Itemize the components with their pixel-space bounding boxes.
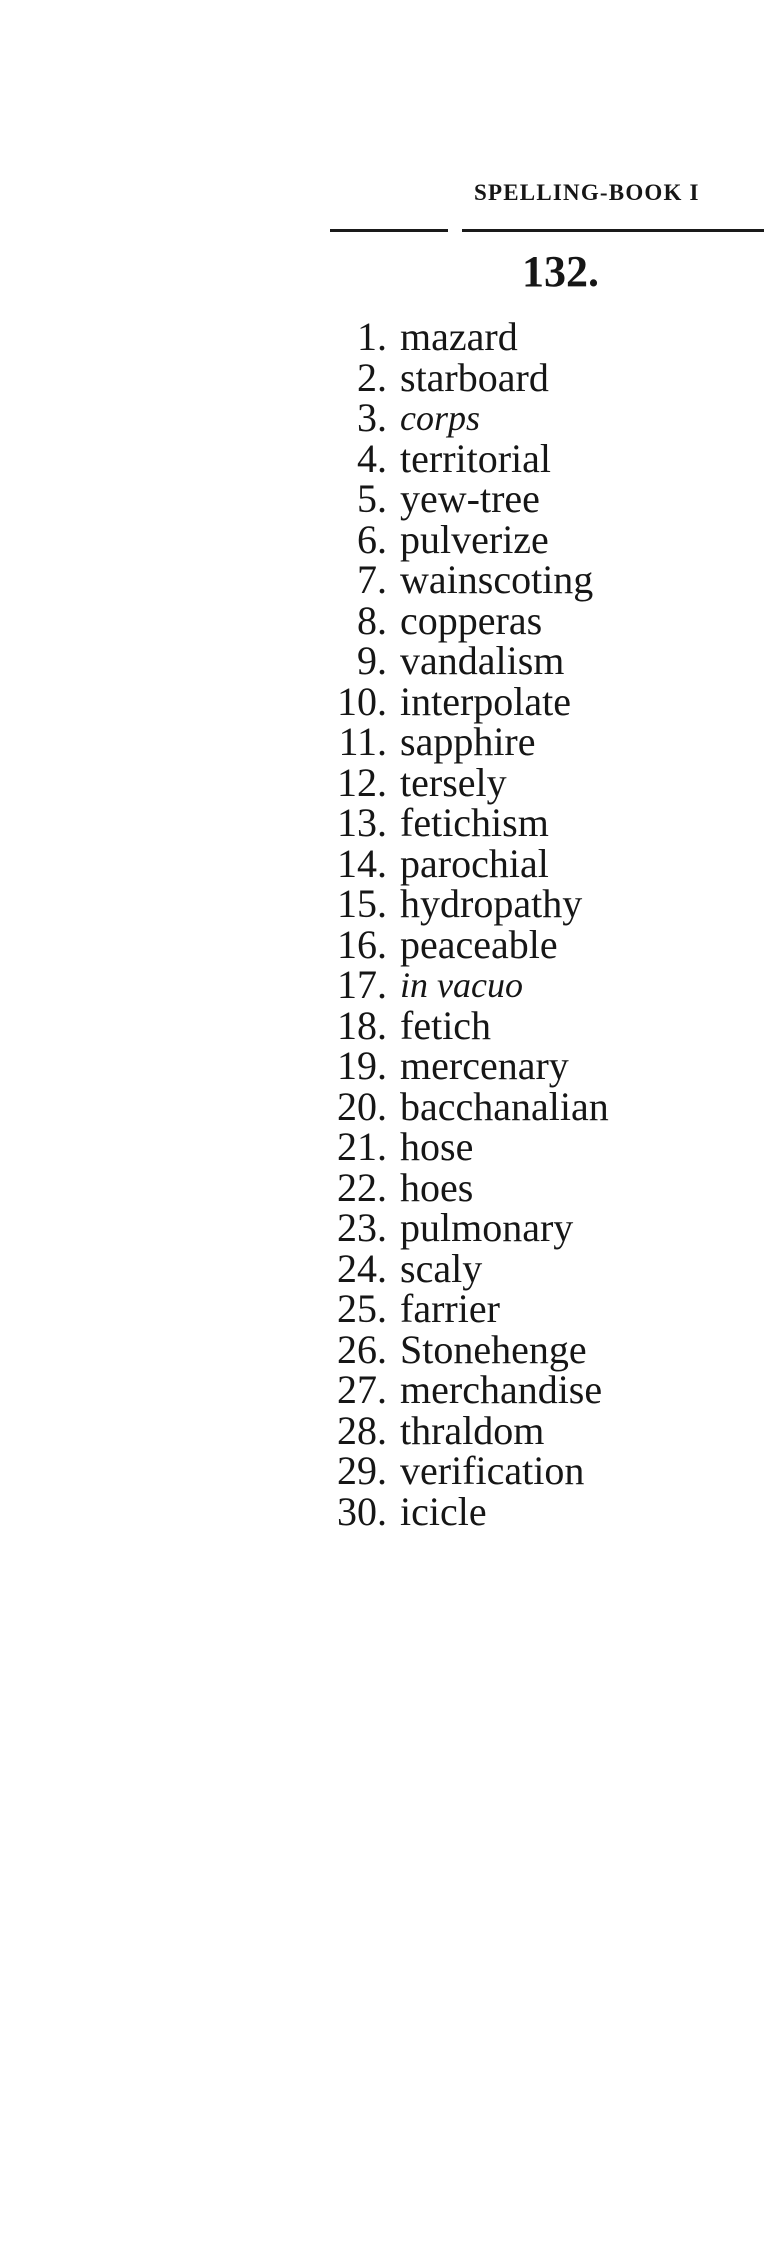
spelling-word: in vacuo (400, 965, 523, 1005)
spelling-word: peaceable (400, 921, 558, 967)
list-item (0, 1485, 764, 1539)
spelling-word: sapphire (400, 719, 536, 764)
item-number: 9. (357, 638, 387, 683)
item-number: 10. (337, 678, 387, 724)
spelling-word: fetich (400, 1002, 492, 1048)
spelling-word: territorial (400, 435, 552, 481)
item-number: 27. (337, 1367, 387, 1412)
spelling-word: parochial (400, 840, 549, 886)
item-number: 19. (337, 1043, 387, 1088)
spelling-word: hoes (400, 1164, 474, 1210)
header-rule-long (462, 229, 764, 232)
item-number: 26. (337, 1326, 387, 1372)
item-number: 22. (337, 1164, 387, 1210)
spelling-word: vandalism (400, 638, 565, 683)
spelling-word: wainscoting (400, 557, 594, 602)
spelling-word: verification (400, 1448, 585, 1493)
spelling-word: tersely (400, 759, 507, 805)
item-number: 16. (337, 921, 387, 967)
spelling-word: pulverize (400, 516, 549, 562)
spelling-word: scaly (400, 1245, 483, 1291)
item-number: 2. (357, 354, 387, 400)
item-number: 13. (337, 800, 387, 845)
spelling-word: corps (400, 398, 480, 438)
item-number: 5. (357, 476, 387, 521)
item-number: 20. (337, 1083, 387, 1129)
spelling-word: icicle (400, 1488, 487, 1534)
item-number: 21. (337, 1124, 387, 1169)
spelling-word: farrier (400, 1286, 500, 1331)
item-number: 7. (357, 557, 387, 602)
spelling-word: merchandise (400, 1367, 603, 1412)
item-number: 28. (337, 1407, 387, 1453)
item-number: 30. (337, 1488, 387, 1534)
item-number: 17. (337, 962, 387, 1007)
item-number: 12. (337, 759, 387, 805)
spelling-word: copperas (400, 597, 543, 643)
item-number: 15. (337, 881, 387, 926)
spelling-word: mercenary (400, 1043, 569, 1088)
spelling-word: pulmonary (400, 1205, 574, 1250)
item-number: 14. (337, 840, 387, 886)
spelling-word: thraldom (400, 1407, 545, 1453)
running-header: SPELLING-BOOK I (474, 180, 700, 205)
item-number: 25. (337, 1286, 387, 1331)
item-number: 8. (357, 597, 387, 643)
item-number: 23. (337, 1205, 387, 1250)
spelling-word: starboard (400, 354, 549, 400)
spelling-word: interpolate (400, 678, 572, 724)
item-number: 6. (357, 516, 387, 562)
spelling-word: fetichism (400, 800, 549, 845)
item-number: 11. (338, 719, 387, 764)
spelling-word: Stonehenge (400, 1326, 587, 1372)
spelling-word: hose (400, 1124, 474, 1169)
item-number: 1. (357, 314, 387, 359)
item-number: 29. (337, 1448, 387, 1493)
item-number: 3. (357, 395, 387, 440)
spelling-word: bacchanalian (400, 1083, 609, 1129)
spelling-word: mazard (400, 314, 518, 359)
item-number: 18. (337, 1002, 387, 1048)
item-number: 4. (357, 435, 387, 481)
lesson-number: 132. (522, 247, 599, 296)
header-rule-short (330, 229, 448, 232)
spelling-word: hydropathy (400, 881, 583, 926)
item-number: 24. (337, 1245, 387, 1291)
spelling-word: yew-tree (400, 476, 540, 521)
